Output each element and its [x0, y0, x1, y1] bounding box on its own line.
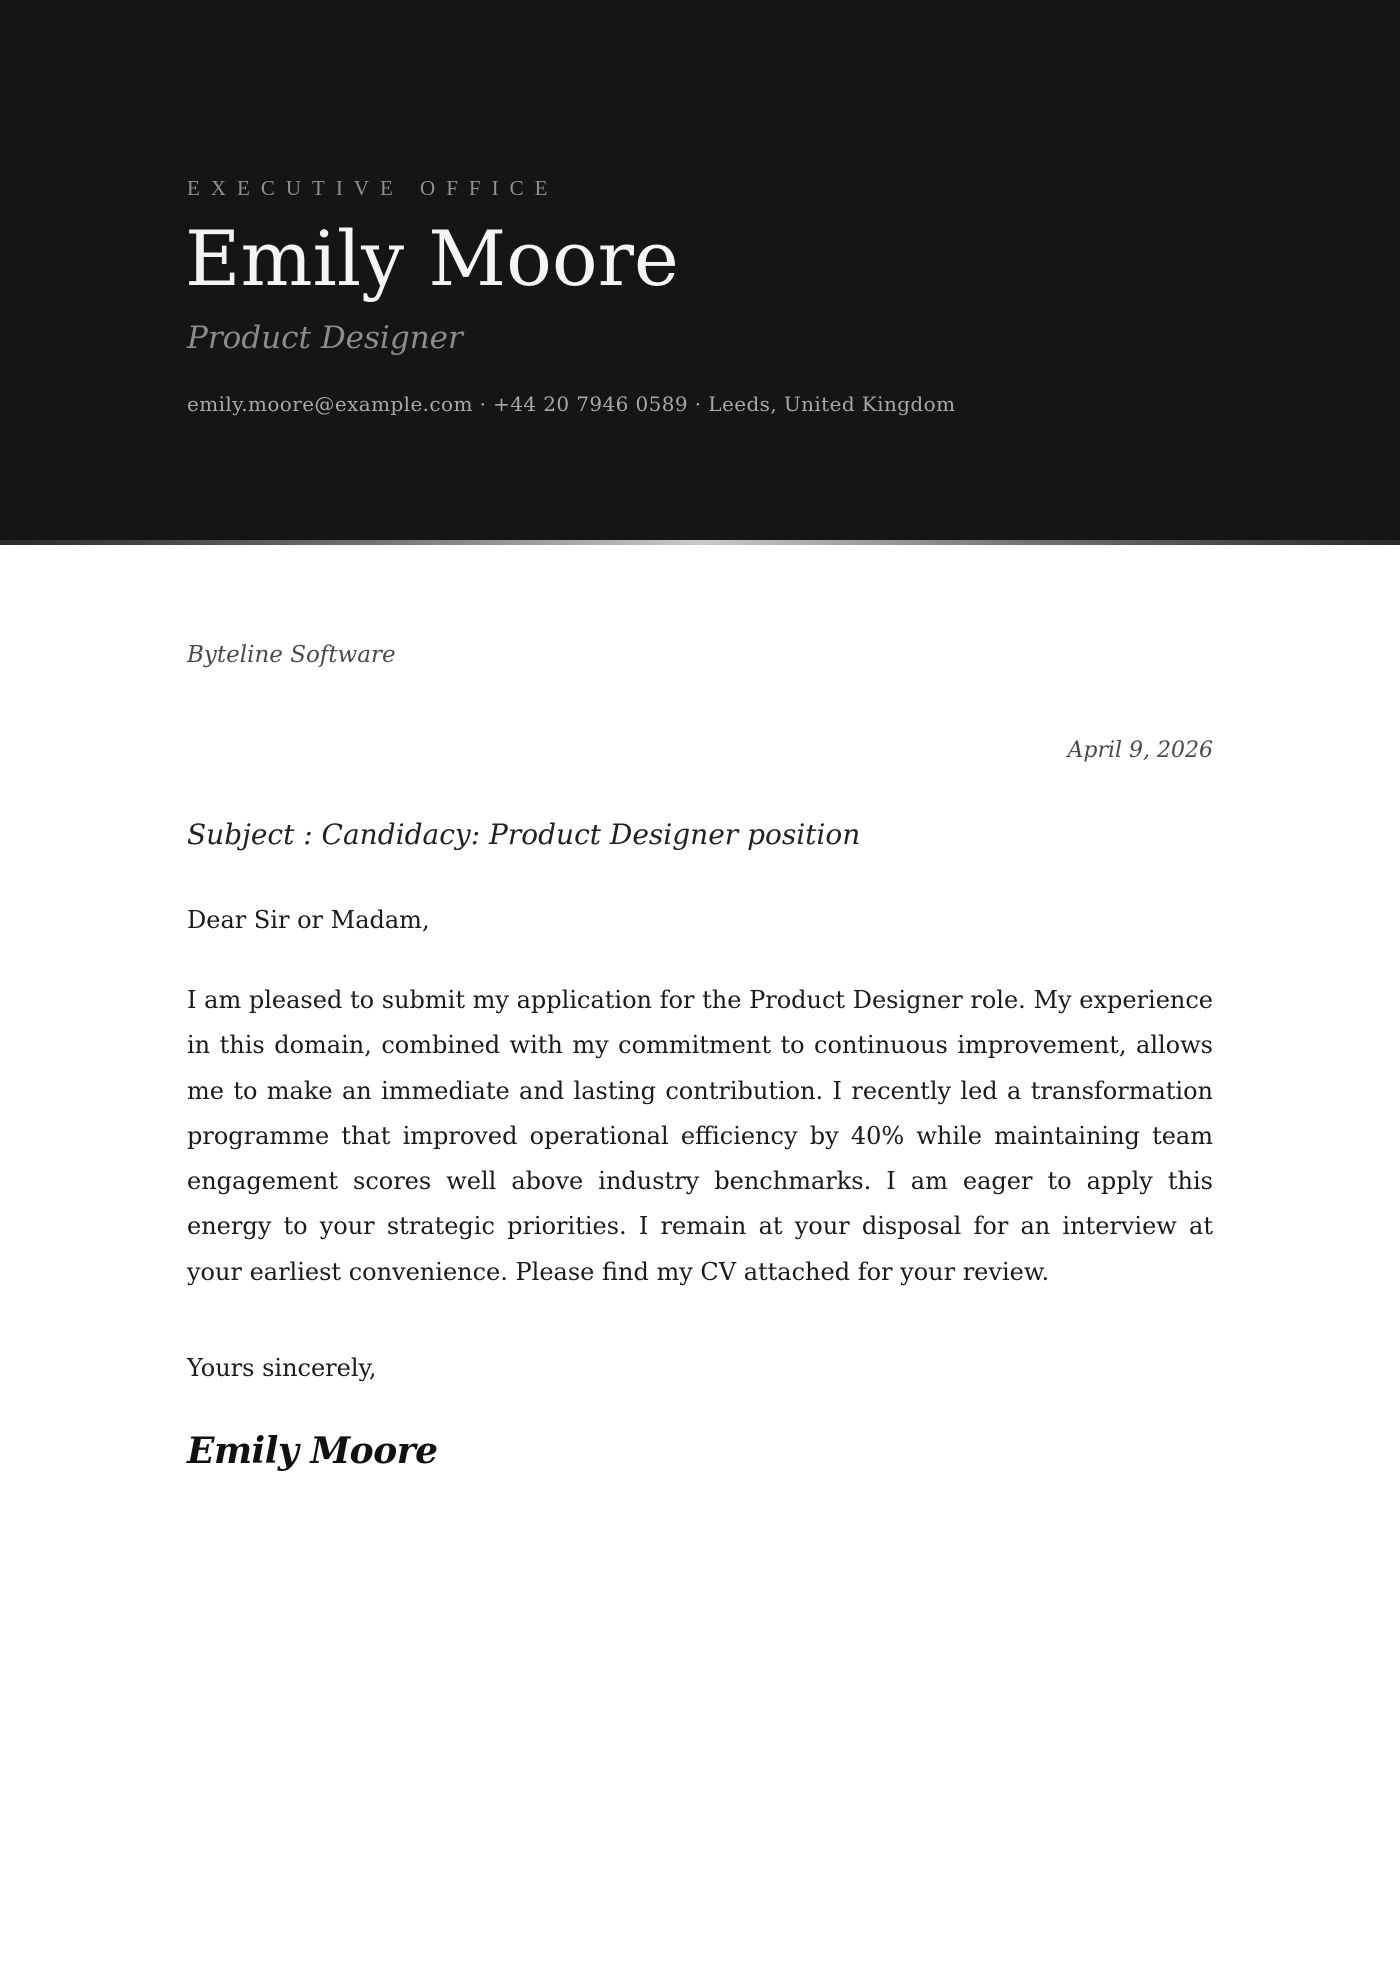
header-divider [0, 540, 1400, 545]
sender-contact: emily.moore@example.com · +44 20 7946 0589 · Leeds, United Kingdom [187, 392, 956, 416]
recipient-company: Byteline Software [187, 642, 396, 668]
letterhead [0, 0, 1400, 540]
sender-role: Product Designer [187, 320, 463, 356]
letter-subject: Subject : Candidacy: Product Designer position [187, 818, 861, 851]
salutation: Dear Sir or Madam, [187, 906, 430, 934]
sender-name: Emily Moore [185, 214, 679, 303]
letterhead-eyebrow: EXECUTIVE OFFICE [187, 176, 559, 200]
signature: Emily Moore [187, 1430, 438, 1472]
closing: Yours sincerely, [187, 1354, 377, 1382]
letter-date: April 9, 2026 [1067, 738, 1213, 763]
letter-body: I am pleased to submit my application for the Product Designer role. My experience in this domain, combined with my commitment to continuous improvement, allows me to make an immediate and lasting contribution. I recently led a transformation programme that improved operational efficiency by 40% while maintaining team engagement scores well above industry benchmarks. I am eager to apply this energy to your strategic priorities. I remain at your disposal for an interview at your earliest convenience. Please find my CV attached for your review. [187, 986, 1213, 1286]
